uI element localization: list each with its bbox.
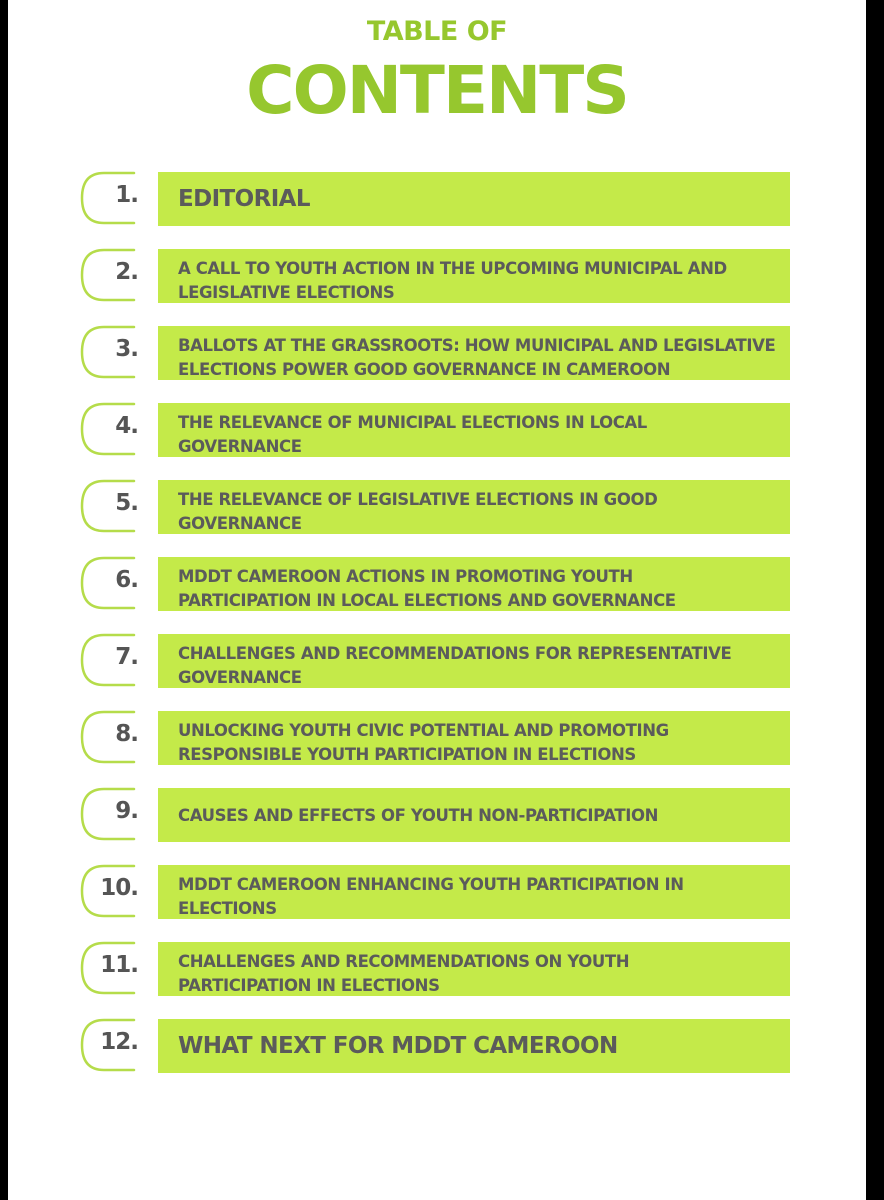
item-title-bar (158, 865, 790, 919)
number-badge (76, 938, 140, 998)
item-title-bar (158, 634, 790, 688)
item-title-bar (158, 1019, 790, 1073)
number-badge (76, 399, 140, 459)
toc-item[interactable] (8, 630, 866, 690)
toc-item[interactable] (8, 707, 866, 767)
item-title-bar (158, 249, 790, 303)
item-title-line: CHALLENGES AND RECOMMENDATIONS ON YOUTH (178, 952, 630, 971)
item-title-line: GOVERNANCE (178, 437, 302, 456)
item-number: 8. (115, 721, 138, 747)
item-title-line: THE RELEVANCE OF LEGISLATIVE ELECTIONS IN GOOD (178, 490, 658, 509)
item-title-line: MDDT CAMEROON ACTIONS IN PROMOTING YOUTH (178, 567, 633, 586)
item-title-line: CAUSES AND EFFECTS OF YOUTH NON-PARTICIPATION (178, 806, 659, 825)
item-title-bar (158, 711, 790, 765)
toc-item[interactable] (8, 861, 866, 921)
item-title-line: GOVERNANCE (178, 668, 302, 687)
item-number: 3. (115, 336, 138, 362)
item-title-line: UNLOCKING YOUTH CIVIC POTENTIAL AND PROMOTING (178, 721, 669, 740)
item-title-bar (158, 403, 790, 457)
number-badge (76, 1015, 140, 1075)
number-badge (76, 322, 140, 382)
item-title-bar (158, 942, 790, 996)
number-badge (76, 168, 140, 228)
item-number: 11. (100, 952, 138, 978)
toc-item[interactable] (8, 399, 866, 459)
item-number: 9. (115, 798, 138, 824)
item-title-line: A CALL TO YOUTH ACTION IN THE UPCOMING MUNICIPAL AND (178, 259, 727, 278)
number-badge (76, 707, 140, 767)
item-title-line: LEGISLATIVE ELECTIONS (178, 283, 395, 302)
item-number: 2. (115, 259, 138, 285)
item-title-line: PARTICIPATION IN LOCAL ELECTIONS AND GOVERNANCE (178, 591, 676, 610)
item-title-line: ELECTIONS POWER GOOD GOVERNANCE IN CAMEROON (178, 360, 671, 379)
toc-item[interactable] (8, 784, 866, 844)
item-number: 7. (115, 644, 138, 670)
toc-item[interactable] (8, 938, 866, 998)
item-number: 4. (115, 413, 138, 439)
toc-item[interactable] (8, 1015, 866, 1075)
item-title-line: PARTICIPATION IN ELECTIONS (178, 976, 440, 995)
number-badge (76, 784, 140, 844)
item-title-line: CHALLENGES AND RECOMMENDATIONS FOR REPRESENTATIVE (178, 644, 732, 663)
item-title-line: GOVERNANCE (178, 514, 302, 533)
number-badge (76, 553, 140, 613)
item-title-line: RESPONSIBLE YOUTH PARTICIPATION IN ELECTIONS (178, 745, 636, 764)
toc-item[interactable] (8, 322, 866, 382)
toc-item[interactable] (8, 476, 866, 536)
item-number: 12. (100, 1029, 138, 1055)
item-title-line: MDDT CAMEROON ENHANCING YOUTH PARTICIPATION IN (178, 875, 684, 894)
item-title-line: WHAT NEXT FOR MDDT CAMEROON (178, 1033, 618, 1059)
number-badge (76, 245, 140, 305)
title-line-2: CONTENTS (246, 52, 628, 129)
item-title-line: ELECTIONS (178, 899, 277, 918)
title-line-1: TABLE OF (366, 16, 508, 47)
toc-item[interactable] (8, 553, 866, 613)
item-title-bar (158, 788, 790, 842)
item-number: 6. (115, 567, 138, 593)
item-title-line: EDITORIAL (178, 186, 310, 212)
toc-item[interactable] (8, 168, 866, 228)
toc-page (8, 0, 866, 1200)
item-title-line: THE RELEVANCE OF MUNICIPAL ELECTIONS IN LOCAL (178, 413, 647, 432)
item-title-bar (158, 557, 790, 611)
item-number: 10. (100, 875, 138, 901)
number-badge (76, 476, 140, 536)
item-number: 5. (115, 490, 138, 516)
item-title-bar (158, 326, 790, 380)
toc-item[interactable] (8, 245, 866, 305)
number-badge (76, 630, 140, 690)
item-number: 1. (115, 182, 138, 208)
number-badge (76, 861, 140, 921)
item-title-bar (158, 480, 790, 534)
item-title-bar (158, 172, 790, 226)
item-title-line: BALLOTS AT THE GRASSROOTS: HOW MUNICIPAL AND LEGISLATIVE (178, 336, 776, 355)
